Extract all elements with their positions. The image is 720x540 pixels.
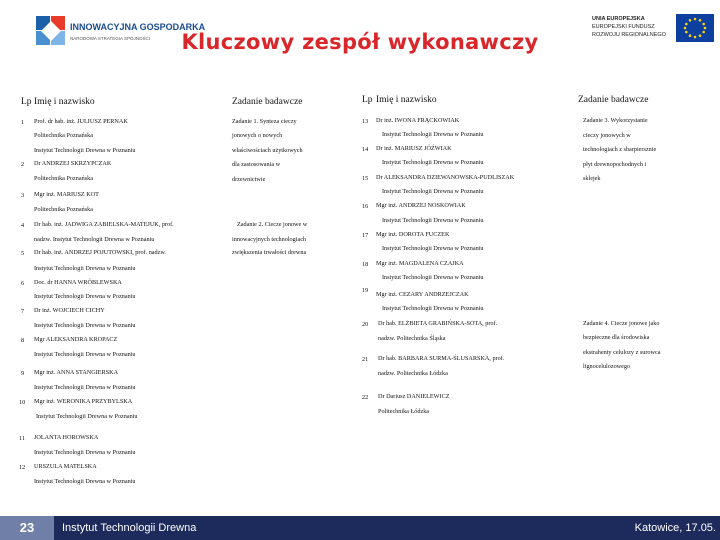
right-row-name: Dr inż. MARIUSZ JÓŹWIAK	[376, 145, 452, 152]
left-row-number: 11	[19, 435, 25, 442]
page-number: 23	[0, 516, 54, 540]
left-row-name: JOLANTA HOROWSKA	[34, 434, 99, 441]
right-row-institution: Instytut Technologii Drewna w Poznaniu	[382, 159, 484, 166]
left-row-name: Dr hab. inż. JADWIGA ZABIELSKA-MATEJUK, prof.	[34, 221, 174, 228]
left-row-name: Dr inż. WOJCIECH CICHY	[34, 307, 105, 314]
right-row-institution: nadzw. Politechnika Śląska	[378, 335, 446, 342]
left-row-name: Prof. dr hab. inż. JULIUSZ PERNAK	[34, 118, 128, 125]
left-row-number: 7	[21, 308, 25, 315]
right-task-line: Zadanie 3. Wykorzystanie	[583, 117, 648, 124]
right-row-name: Dr hab. BARBARA SURMA-ŚLUSARSKA, prof.	[378, 355, 505, 362]
eu-logo-line2: EUROPEJSKI FUNDUSZ	[592, 24, 655, 30]
right-row-number: 17	[362, 232, 369, 239]
right-task-line: płyt drewnopochodnych i	[583, 161, 647, 168]
right-row-number: 14	[362, 146, 369, 153]
right-task-line: sklejek	[583, 175, 601, 182]
left-row-institution: Instytut Technologii Drewna w Poznaniu	[34, 449, 136, 456]
right-row-name: Dr inż. IWONA FRĄCKOWIAK	[376, 117, 460, 124]
right-row-institution: Instytut Technologii Drewna w Poznaniu	[382, 305, 484, 312]
right-header-name: Imię i nazwisko	[376, 95, 437, 105]
right-row-institution: Instytut Technologii Drewna w Poznaniu	[382, 274, 484, 281]
right-row-number: 18	[362, 261, 369, 268]
left-row-name: Mgr inż. ANNA STANGIERSKA	[34, 369, 119, 376]
right-row-institution: Instytut Technologii Drewna w Poznaniu	[382, 217, 484, 224]
right-row-number: 19	[362, 287, 369, 294]
eu-logo-line3: ROZWOJU REGIONALNEGO	[592, 32, 666, 38]
right-task-line: lignocelulozowego	[583, 363, 631, 370]
left-row-institution: Instytut Technologii Drewna w Poznaniu	[34, 322, 136, 329]
right-task-line: technologiach z sbarpiersznie	[583, 146, 657, 153]
left-row-name: Dr ANDRZEJ SKRZYPCZAK	[34, 160, 112, 167]
right-row-institution: Instytut Technologii Drewna w Poznaniu	[382, 188, 484, 195]
left-row-number: 9	[21, 370, 25, 377]
right-row-number: 22	[362, 394, 369, 401]
right-row-number: 20	[362, 321, 369, 328]
eu-logo-line1: UNIA EUROPEJSKA	[592, 16, 645, 22]
right-row-name: Mgr inż. ANDRZEJ NOSKOWIAK	[376, 202, 466, 209]
left-row-name: Dr hab. inż. ANDRZEJ POJUTOWSKI, prof. nadzw.	[34, 249, 166, 256]
right-row-name: Mgr inż. DOROTA FUCZEK	[376, 231, 450, 238]
left-task-line: Zadanie 2. Ciecze jonowe w	[237, 221, 308, 228]
left-row-institution: Instytut Technologii Drewna w Poznaniu	[34, 384, 136, 391]
left-row-institution: Instytut Technologii Drewna w Poznaniu	[34, 478, 136, 485]
left-row-number: 4	[21, 222, 25, 229]
right-header-lp: Lp	[362, 95, 373, 105]
right-task-line: cieczy jonowych w	[583, 132, 631, 139]
left-row-name: URSZULA MATELSKA	[34, 463, 97, 470]
right-row-institution: nadzw. Politechnika Łódzka	[378, 370, 448, 377]
left-header-task: Zadanie badawcze	[232, 97, 303, 107]
right-task-line: Zadanie 4. Ciecze jonowe jako	[583, 320, 660, 327]
innovative-economy-logo-text: INNOWACYJNA GOSPODARKA	[70, 22, 206, 32]
left-row-institution: Instytut Technologii Drewna w Poznaniu	[34, 351, 136, 358]
right-task-line: bezpieczne dla środowiska	[583, 334, 650, 341]
right-header-task: Zadanie badawcze	[578, 95, 649, 105]
left-row-number: 8	[21, 337, 25, 344]
right-row-number: 21	[362, 356, 369, 363]
left-row-number: 10	[19, 399, 26, 406]
left-row-name: Mgr inż. MARIUSZ KOT	[34, 191, 99, 198]
left-row-name: Doc. dr HANNA WRÓBLEWSKA	[34, 279, 122, 286]
footer-location-date: Katowice, 17.05.	[634, 522, 716, 534]
left-row-number: 5	[21, 250, 25, 257]
right-row-institution: Politechnika Łódzka	[378, 408, 430, 415]
right-row-name: Mgr inż. CEZARY ANDRZEJCZAK	[376, 291, 469, 298]
left-row-number: 6	[21, 280, 25, 287]
innovative-economy-logo-subtext: NARODOWA STRATEGIA SPÓJNOŚCI	[70, 36, 151, 41]
left-task-line: zwiększenia trwałości drewna	[232, 249, 307, 256]
right-row-institution: Instytut Technologii Drewna w Poznaniu	[382, 245, 484, 252]
left-row-name: Mgr ALEKSANDRA KROPACZ	[34, 336, 118, 343]
right-row-number: 16	[362, 203, 369, 210]
left-row-institution: Instytut Technologii Drewna w Poznaniu	[34, 147, 136, 154]
left-header-name: Imię i nazwisko	[34, 97, 95, 107]
left-task-line: jonowych o nowych	[232, 132, 283, 139]
right-row-name: Dr ALEKSANDRA DZIEWANOWSKA-PUDLISZAK	[376, 174, 515, 181]
left-row-institution: Politechnika Poznańska	[34, 132, 93, 139]
right-row-institution: Instytut Technologii Drewna w Poznaniu	[382, 131, 484, 138]
left-task-line: Zadanie 1. Synteza cieczy	[232, 118, 297, 125]
right-row-name: Mgr inż. MAGDALENA CZAJKA	[376, 260, 464, 267]
right-task-line: ekstrahenty celulozy z surowca	[583, 349, 661, 356]
left-row-institution: Politechnika Poznańska	[34, 175, 93, 182]
left-row-number: 12	[19, 464, 26, 471]
left-row-number: 2	[21, 161, 25, 168]
right-row-number: 15	[362, 175, 369, 182]
left-row-institution: Instytut Technologii Drewna w Poznaniu	[34, 265, 136, 272]
left-row-institution: nadzw. Instytut Technologii Drewna w Poznaniu	[34, 236, 155, 243]
page-title: Kluczowy zespół wykonawczy	[181, 30, 539, 54]
left-row-institution: Politechnika Poznańska	[34, 206, 93, 213]
right-row-number: 13	[362, 118, 369, 125]
right-row-name: Dr hab. ELŻBIETA GRABIŃSKA-SOTA, prof.	[378, 320, 498, 327]
left-task-line: drzewnictwie	[232, 176, 266, 183]
footer-institute: Instytut Technologii Drewna	[62, 522, 197, 534]
left-task-line: innowacyjnych technologiach	[232, 236, 307, 243]
left-task-line: dla zastosowania w	[232, 161, 281, 168]
left-row-number: 1	[21, 119, 25, 126]
left-header-lp: Lp	[21, 97, 32, 107]
left-row-number: 3	[21, 192, 25, 199]
right-row-name: Dr Dariusz DANIELEWICZ	[378, 393, 450, 400]
left-row-institution: Instytut Technologii Drewna w Poznaniu	[36, 413, 138, 420]
left-task-line: właściwościach użytkowych	[232, 147, 303, 154]
left-row-name: Mgr inż. WERONIKA PRZYBYLSKA	[34, 398, 133, 405]
left-row-institution: Instytut Technologii Drewna w Poznaniu	[34, 293, 136, 300]
